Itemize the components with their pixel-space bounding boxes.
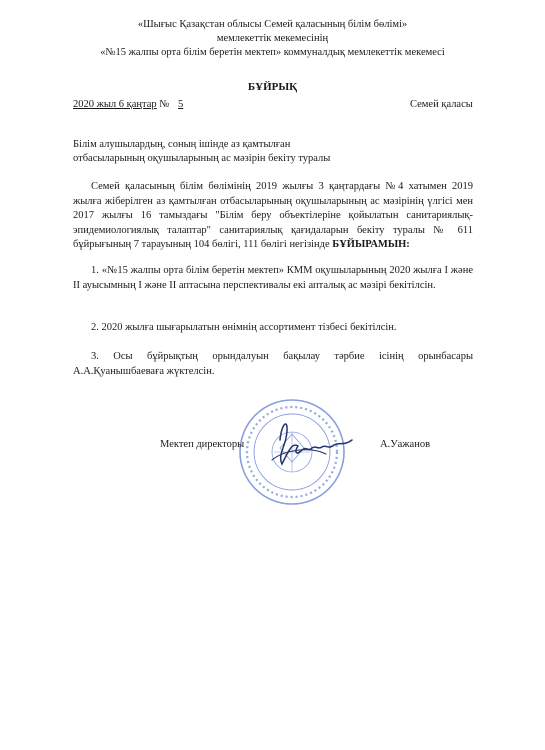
subject-line-1: Білім алушылардың, соның ішінде аз қамтылған (73, 139, 291, 150)
order-date: 2020 жыл 6 қаңтар (73, 99, 157, 110)
subject-line-2: отбасыларының оқушыларының ас мәзірін бекіту туралы (73, 153, 331, 164)
order-number: 5 (177, 99, 184, 110)
preamble-text: Семей қаласының білім бөлімінің 2019 жылғы 3 қаңтардағы №4 хатымен 2019 жылға жіберілген аз қамтылған отбасыларының оқушыларының ас мәзірінің үлгісі мен 2017 жылғы 16 тамыздағы "Білім беру объектілеріне қойылатын санитариялық-эпидемиологиялық талаптар" санитариялық қағидаларын бекіту туралы № 611 бұйрығының 7 тарауының 104 бөлігі, 111 бөлігі негізінде (73, 181, 473, 250)
order-item-2: 2. 2020 жылға шығарылатын өнімнің ассортимент тізбесі бекітілсін. (91, 322, 397, 333)
signature-name: А.Уажанов (380, 439, 431, 450)
order-city: Семей қаласы (410, 99, 473, 110)
document-type: БҰЙРЫҚ (247, 81, 298, 93)
order-item-1: 1. «№15 жалпы орта білім беретін мектеп» КММ оқушыларының 2020 жылға I және II ауысымның I және II аптасына перспективалы екі апталық ас мәзірі бекітілсін. (73, 265, 473, 291)
header-line-3: «№15 жалпы орта білім беретін мектеп» коммуналдық мемлекеттік мекемесі (100, 47, 445, 58)
order-item-3: 3. Осы бұйрықтың орындалуын бақылау тәрбие ісінің орынбасары А.А.Қуанышбаеваға жүктелсін. (73, 351, 473, 377)
preamble-command: БҰЙЫРАМЫН: (332, 239, 410, 250)
official-stamp-with-signature (222, 390, 372, 510)
header-line-2: мемлекеттік мекемесінің (216, 33, 329, 44)
signature-position: Мектеп директоры (160, 439, 245, 450)
order-date-number (73, 98, 191, 112)
header-line-1: «Шығыс Қазақстан облысы Семей қаласының білім бөлімі» (137, 19, 408, 30)
preamble-paragraph (73, 180, 473, 253)
order-number-label: № (159, 99, 170, 110)
